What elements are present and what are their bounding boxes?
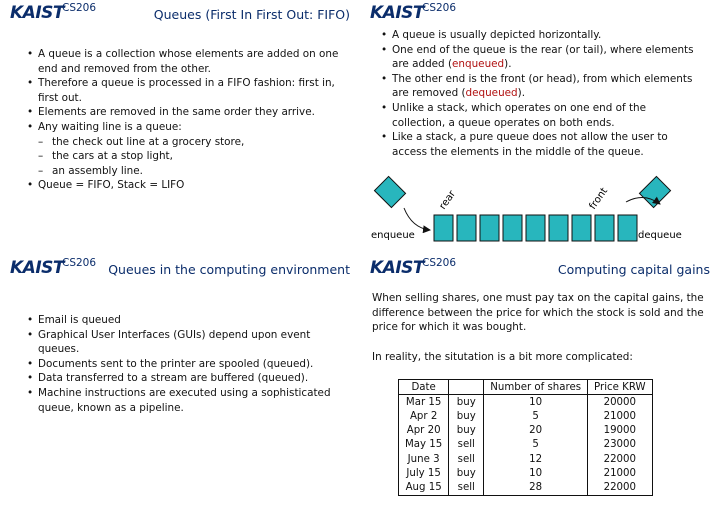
capital-gains-table	[398, 379, 653, 496]
bullet: • Queue = FIFO, Stack = LIFO	[24, 178, 350, 193]
dequeued-term: dequeued	[465, 87, 518, 100]
table-row	[399, 438, 653, 452]
bullet: • Elements are removed in the same order they arrive.	[24, 105, 350, 120]
column-header	[449, 380, 484, 395]
slide-header	[360, 255, 720, 281]
cell-shares: 5	[484, 438, 588, 452]
cell-action: sell	[449, 480, 484, 495]
bullet: • One end of the queue is the rear (or tail), where elements are added (enqueued).	[378, 43, 702, 72]
queue-cell	[618, 215, 637, 241]
kaist-logo: KAIST	[10, 3, 64, 23]
dequeue-label: dequeue	[638, 230, 682, 241]
cell-action: buy	[449, 409, 484, 423]
column-header: Price KRW	[588, 380, 653, 395]
slide-capital-gains	[360, 255, 720, 510]
enqueued-term: enqueued	[452, 58, 505, 71]
enqueue-label: enqueue	[371, 230, 415, 241]
queue-cell	[457, 215, 476, 241]
bullet: • Graphical User Interfaces (GUIs) depend upon event queues.	[24, 328, 350, 357]
slide-body	[24, 47, 350, 193]
bullet: • Documents sent to the printer are spooled (queued).	[24, 357, 350, 372]
table-row	[399, 395, 653, 410]
queue-cell	[549, 215, 568, 241]
course-code: CS206	[62, 257, 97, 269]
cell-price: 19000	[588, 424, 653, 438]
cell-action: buy	[449, 395, 484, 410]
paragraph: In reality, the situtation is a bit more complicated:	[372, 351, 633, 363]
kaist-logo: KAIST	[10, 258, 64, 278]
table-header-row	[399, 380, 653, 395]
cell-action: buy	[449, 424, 484, 438]
bullet: • The other end is the front (or head), from which elements are removed (dequeued).	[378, 72, 702, 101]
cell-shares: 28	[484, 480, 588, 495]
cell-action: sell	[449, 452, 484, 466]
rear-label: rear	[437, 188, 459, 212]
slide-header	[0, 255, 360, 281]
course-code: CS206	[62, 2, 97, 14]
cell-date: July 15	[399, 466, 449, 480]
queue-cell	[572, 215, 591, 241]
cell-price: 23000	[588, 438, 653, 452]
table-row	[399, 409, 653, 423]
column-header: Number of shares	[484, 380, 588, 395]
paragraph: When selling shares, one must pay tax on the capital gains, the difference between the price for which the stock is sold and the price for which it was bought.	[372, 292, 704, 334]
cell-date: Aug 15	[399, 480, 449, 495]
queue-cell	[480, 215, 499, 241]
column-header: Date	[399, 380, 449, 395]
bullet: • A queue is a collection whose elements are added on one end and removed from the other.	[24, 47, 350, 76]
table-row	[399, 452, 653, 466]
slide-title: Queues in the computing environment	[108, 262, 350, 277]
cell-price: 22000	[588, 452, 653, 466]
cell-price: 20000	[588, 395, 653, 410]
queue-cell	[503, 215, 522, 241]
cell-shares: 10	[484, 466, 588, 480]
cell-action: buy	[449, 466, 484, 480]
queue-cell	[434, 215, 453, 241]
cell-date: Apr 20	[399, 424, 449, 438]
cell-shares: 5	[484, 409, 588, 423]
front-label: front	[587, 185, 611, 212]
slide-title: Queues (First In First Out: FIFO)	[153, 7, 350, 22]
bullet: • Data transferred to a stream are buffered (queued).	[24, 371, 350, 386]
bullet: • Like a stack, a pure queue does not allow the user to access the elements in the middle of the queue.	[378, 130, 702, 159]
table-row	[399, 466, 653, 480]
outgoing-element	[639, 176, 670, 207]
enqueue-arrow	[404, 208, 430, 230]
slide-header	[0, 0, 360, 26]
cell-price: 21000	[588, 466, 653, 480]
bullet: • Unlike a stack, which operates on one end of the collection, a queue operates on both ends.	[378, 101, 702, 130]
cell-date: June 3	[399, 452, 449, 466]
course-code: CS206	[422, 257, 457, 269]
sub-bullet: – an assembly line.	[24, 164, 350, 179]
slide-body	[24, 313, 350, 415]
slide-title: Computing capital gains	[557, 262, 710, 277]
cell-date: May 15	[399, 438, 449, 452]
bullet: • Any waiting line is a queue:	[24, 120, 350, 135]
bullet: • Therefore a queue is processed in a FIFO fashion: first in, first out.	[24, 76, 350, 105]
bullet: • A queue is usually depicted horizontally.	[378, 28, 702, 43]
queue-cell	[526, 215, 545, 241]
course-code: CS206	[422, 2, 457, 14]
queue-diagram	[360, 0, 720, 255]
slide-queues-computing	[0, 255, 360, 510]
cell-date: Mar 15	[399, 395, 449, 410]
incoming-element	[374, 176, 405, 207]
sub-bullet: – the check out line at a grocery store,	[24, 135, 350, 150]
sub-bullet: – the cars at a stop light,	[24, 149, 350, 164]
table-row	[399, 480, 653, 495]
queue-cell	[595, 215, 614, 241]
slide-queues-fifo	[0, 0, 360, 255]
queue-cells	[434, 215, 637, 241]
cell-action: sell	[449, 438, 484, 452]
bullet: • Machine instructions are executed using a sophisticated queue, known as a pipeline.	[24, 386, 350, 415]
bullet: • Email is queued	[24, 313, 350, 328]
slide-queue-depiction	[360, 0, 720, 255]
cell-shares: 20	[484, 424, 588, 438]
cell-price: 21000	[588, 409, 653, 423]
cell-date: Apr 2	[399, 409, 449, 423]
kaist-logo: KAIST	[370, 3, 424, 23]
cell-shares: 10	[484, 395, 588, 410]
cell-price: 22000	[588, 480, 653, 495]
cell-shares: 12	[484, 452, 588, 466]
kaist-logo: KAIST	[370, 258, 424, 278]
table-row	[399, 424, 653, 438]
